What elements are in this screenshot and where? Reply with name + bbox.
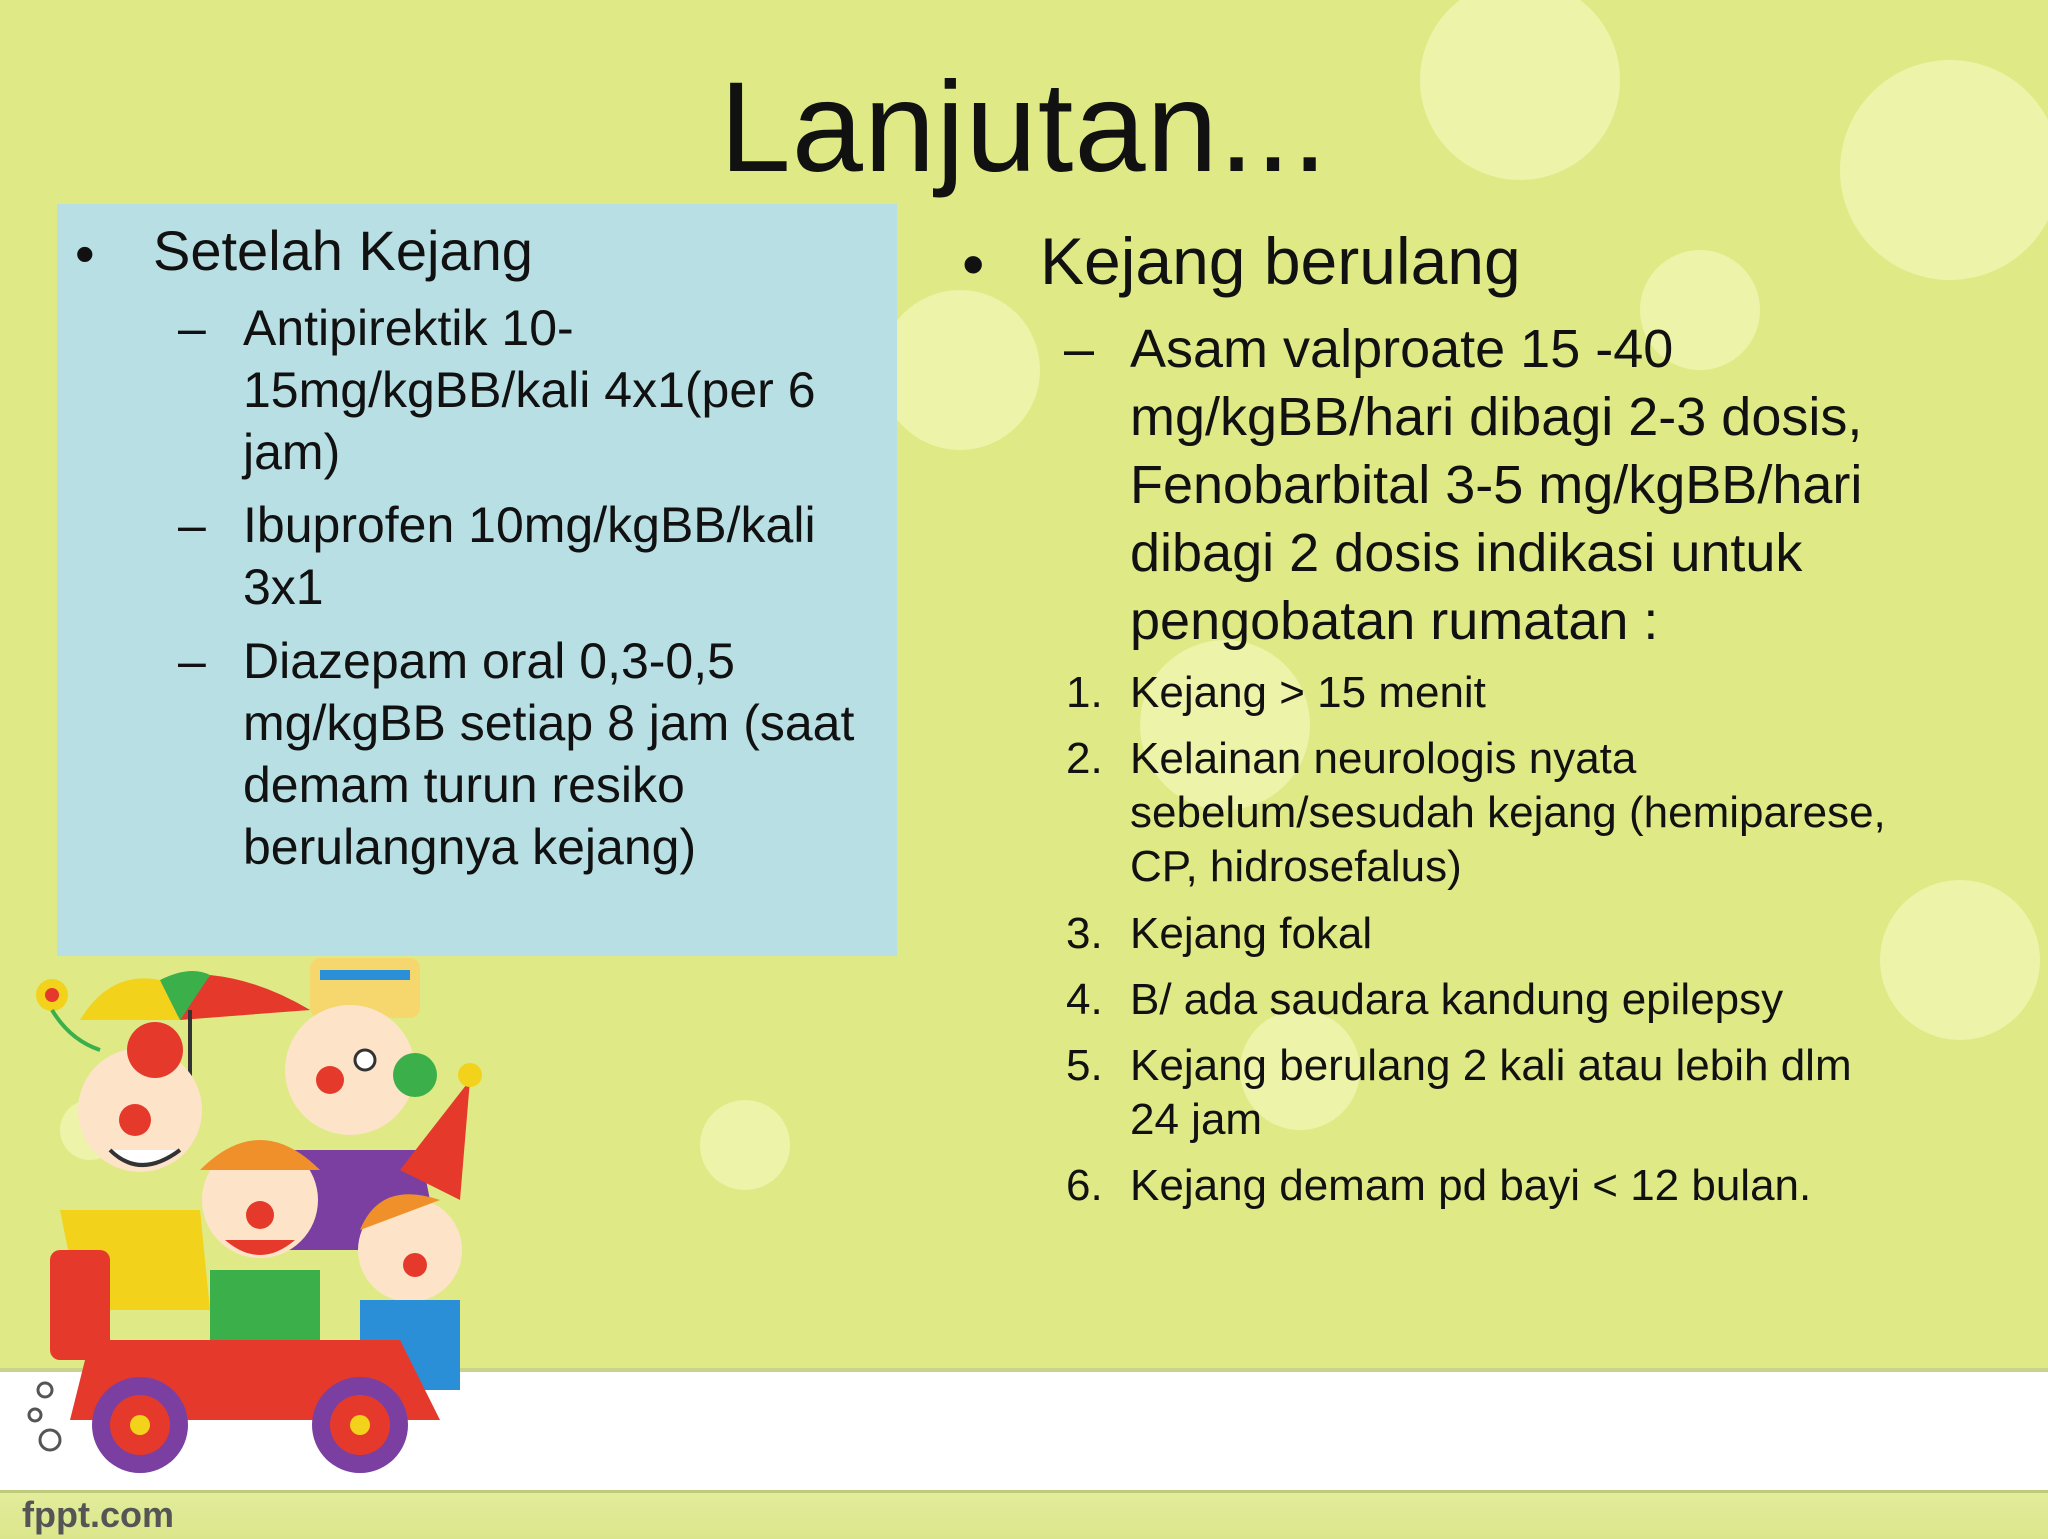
footer-strip bbox=[0, 1490, 2048, 1539]
left-item-2: Ibuprofen 10mg/kgBB/kali 3x1 bbox=[243, 497, 816, 615]
list-item: B/ ada saudara kandung epilepsy bbox=[1130, 975, 1784, 1024]
slide-title: Lanjutan... bbox=[719, 56, 1329, 199]
left-item-3: Diazepam oral 0,3-0,5 mg/kgBB setiap 8 jam (saat demam turun resiko berulangnya kejang) bbox=[243, 633, 855, 875]
bokeh-circle bbox=[700, 1100, 790, 1190]
left-item-1: Antipirektik 10- 15mg/kgBB/kali 4x1(per 6 jam) bbox=[243, 300, 816, 480]
bullet-symbol: • bbox=[75, 222, 95, 285]
list-number: 4. bbox=[1066, 975, 1103, 1024]
list-item: Kejang > 15 menit bbox=[1130, 668, 1486, 717]
list-number: 2. bbox=[1066, 734, 1103, 783]
list-number: 1. bbox=[1066, 668, 1103, 717]
dash-symbol: – bbox=[1064, 319, 1095, 379]
list-number: 3. bbox=[1066, 909, 1103, 958]
list-item: Kejang fokal bbox=[1130, 909, 1373, 958]
bokeh-circle bbox=[880, 290, 1040, 450]
dash-symbol: – bbox=[178, 497, 206, 553]
list-item: Kejang berulang 2 kali atau lebih dlm 24 jam bbox=[1130, 1041, 1852, 1144]
list-number: 6. bbox=[1066, 1161, 1103, 1210]
dash-symbol: – bbox=[178, 300, 206, 356]
right-subitem: Asam valproate 15 -40 mg/kgBB/hari dibagi 2-3 dosis, Fenobarbital 3-5 mg/kgBB/hari dibagi 2 dosis indikasi untuk pengobatan rumatan : bbox=[1130, 319, 1863, 651]
list-number: 5. bbox=[1066, 1041, 1103, 1090]
list-item: Kelainan neurologis nyata sebelum/sesudah kejang (hemiparese, CP, hidrosefalus) bbox=[1130, 734, 1886, 891]
bullet-symbol: • bbox=[962, 228, 985, 300]
clown-car-illustration bbox=[20, 950, 490, 1495]
left-heading: Setelah Kejang bbox=[153, 219, 533, 282]
list-item: Kejang demam pd bayi < 12 bulan. bbox=[1130, 1161, 1812, 1210]
right-heading: Kejang berulang bbox=[1040, 224, 1521, 298]
footer-logo: fppt.com bbox=[22, 1494, 174, 1535]
dash-symbol: – bbox=[178, 633, 206, 689]
bokeh-circle bbox=[1880, 880, 2040, 1040]
